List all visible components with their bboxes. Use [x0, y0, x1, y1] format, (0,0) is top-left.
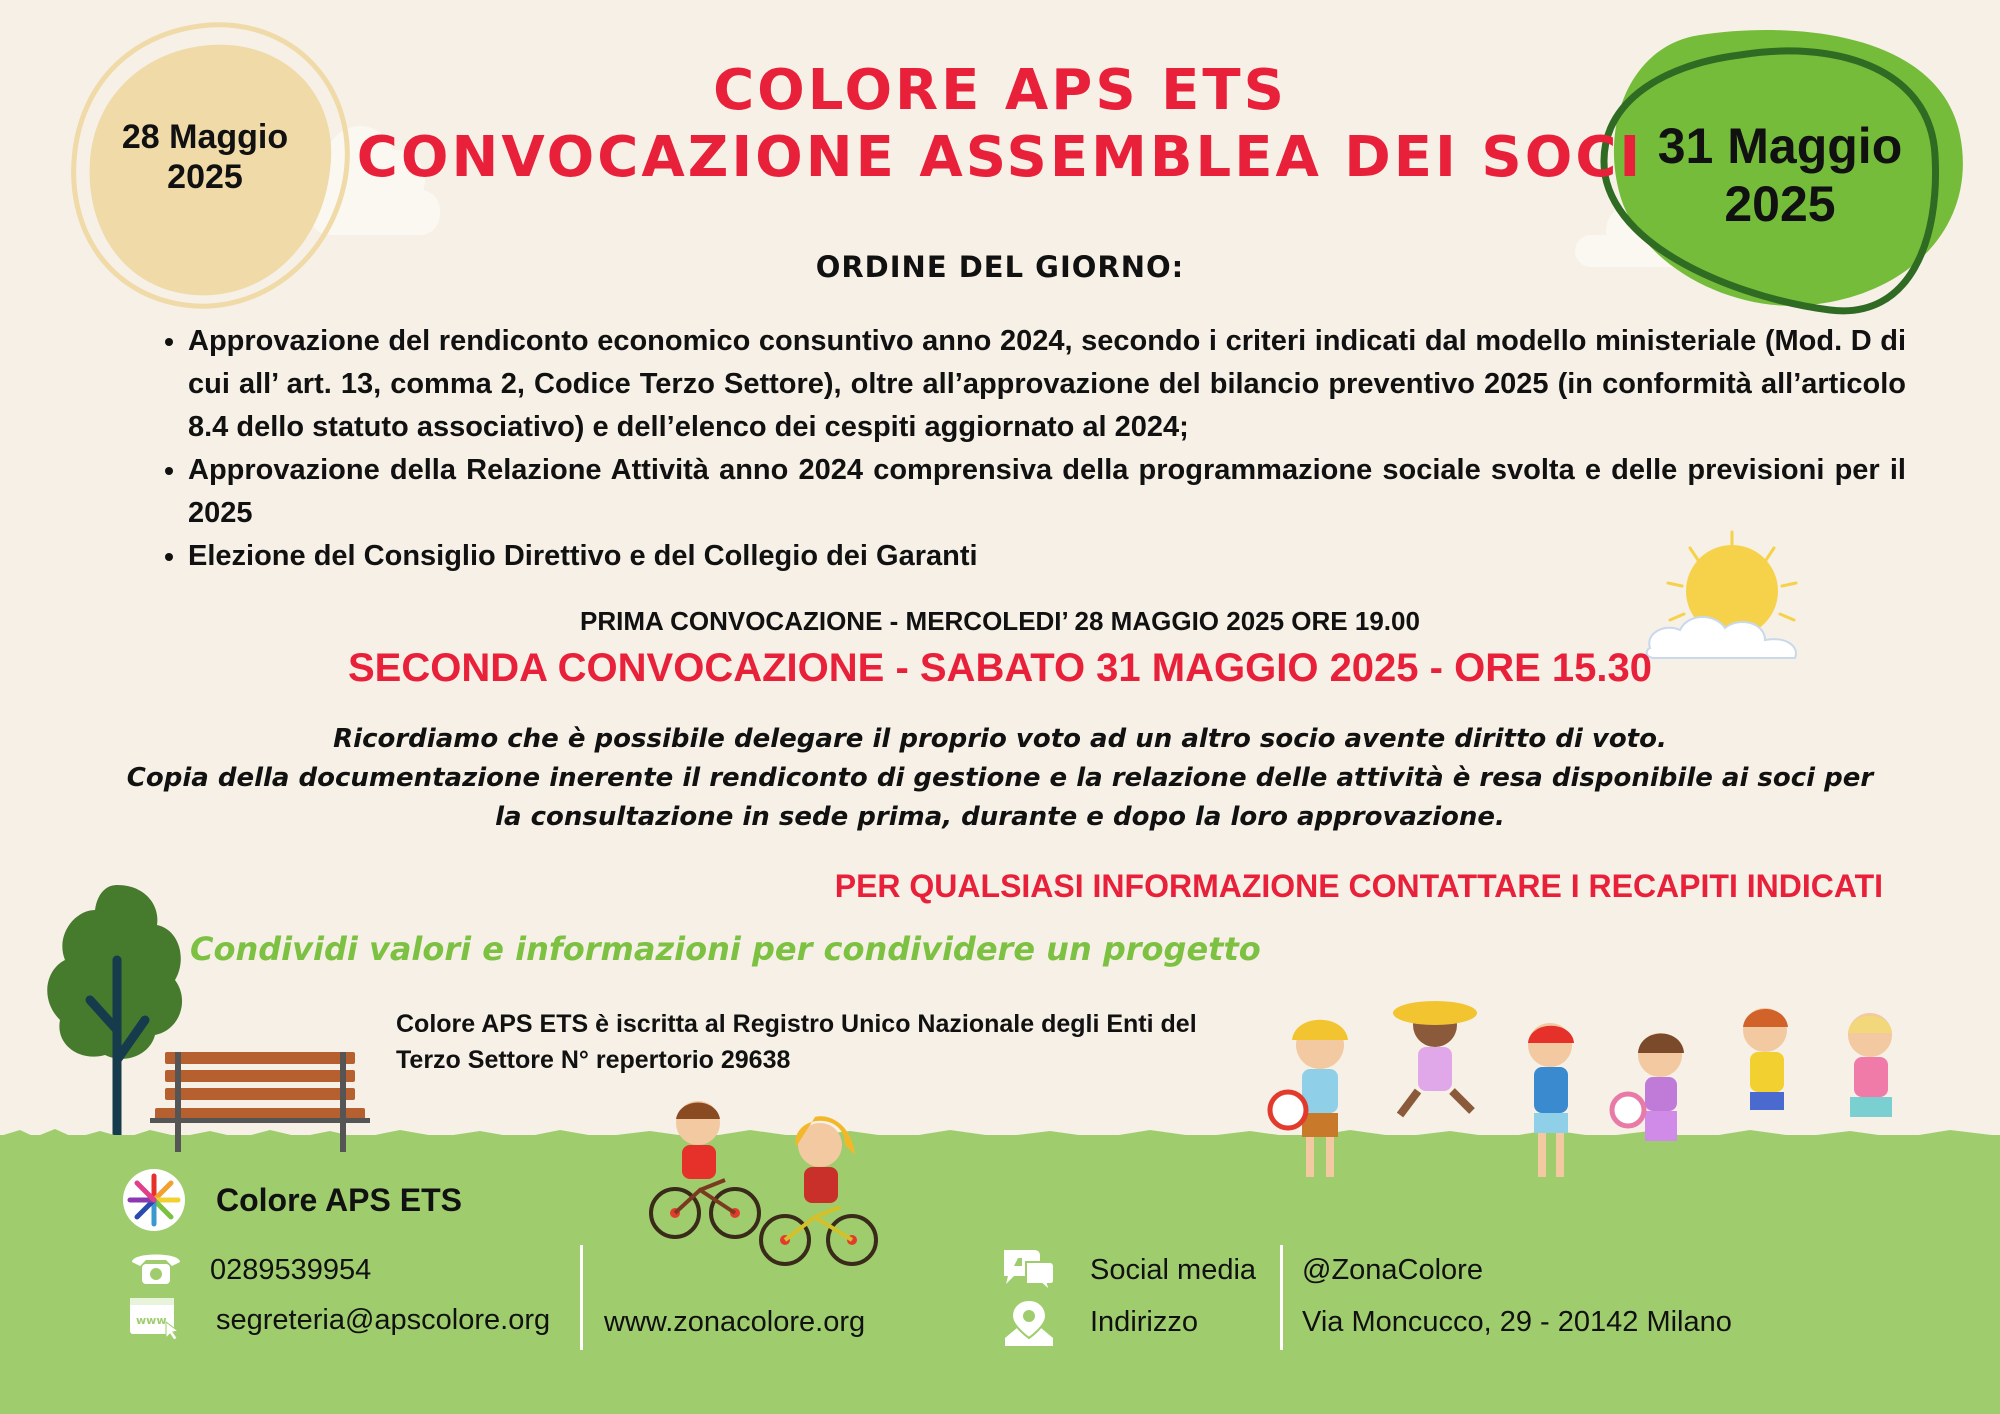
registro-text: Colore APS ETS è iscritta al Registro Unico Nazionale degli Enti del Terzo Settore N° repertorio 29638 [396, 1010, 1197, 1074]
social-icon [1000, 1246, 1056, 1292]
bench-icon [150, 1050, 370, 1160]
email-link[interactable]: segreteria@apscolore.org [216, 1304, 551, 1336]
social-label: Social media [1090, 1254, 1257, 1286]
kids-cycling-illustration [640, 1095, 890, 1270]
address-label: Indirizzo [1090, 1306, 1198, 1338]
page-title: COLORE APS ETS [713, 58, 1287, 123]
prima-convocazione: PRIMA CONVOCAZIONE - MERCOLEDI’ 28 MAGGIO 2025 ORE 19.00 [580, 606, 1420, 636]
list-item: • Approvazione del rendiconto economico consuntivo anno 2024, secondo i criteri indicati dal modello ministeriale (Mod. D di cui all’ art. 13, comma 2, Codice Terzo Settore), oltre all’approvazione del bilancio preventivo 2025 (in conformità all’articolo 8.4 dello statuto associativo) e dell’elenco dei cespiti aggiornato al 2024; [188, 320, 1906, 449]
date-left-day: 28 Maggio [121, 118, 289, 156]
phone-number[interactable]: 0289539954 [210, 1254, 372, 1286]
kids-jumping-illustration [1250, 985, 1940, 1200]
list-item: • Elezione del Consiglio Direttivo e del Collegio dei Garanti [188, 535, 1906, 578]
note-documentazione: Copia della documentazione inerente il rendiconto di gestione e la relazione delle attività è resa disponibile ai soci per la consultazione in sede prima, durante e dopo la loro approvazione. [126, 763, 1874, 832]
date-right-year: 2025 [1724, 176, 1836, 232]
info-text: PER QUALSIASI INFORMAZIONE CONTATTARE I RECAPITI INDICATI [834, 868, 1883, 904]
notes [120, 720, 1880, 837]
social-handle[interactable]: @ZonaColore [1302, 1254, 1483, 1286]
date-left-year: 2025 [167, 158, 243, 196]
slogan: Condividi valori e informazioni per condividere un progetto [190, 930, 1261, 968]
date-right-day: 31 Maggio [1657, 118, 1903, 174]
svg-text:www: www [136, 1314, 167, 1327]
list-item: • Approvazione della Relazione Attività anno 2024 comprensiva della programmazione sociale svolta e delle previsioni per il 2025 [188, 449, 1906, 535]
web-icon [128, 1296, 180, 1340]
seconda-convocazione: SECONDA CONVOCAZIONE - SABATO 31 MAGGIO 2025 - ORE 15.30 [348, 646, 1652, 690]
org-name: Colore APS ETS [216, 1182, 462, 1218]
website-link[interactable]: www.zonacolore.org [604, 1306, 866, 1338]
note-delega: Ricordiamo che è possibile delegare il proprio voto ad un altro socio avente diritto di voto. [333, 724, 1667, 754]
agenda-heading: ORDINE DEL GIORNO: [815, 250, 1185, 284]
footer-divider-2 [1280, 1245, 1283, 1350]
address-value: Via Moncucco, 29 - 20142 Milano [1302, 1306, 1732, 1338]
footer-divider-1 [580, 1245, 583, 1350]
logo-icon [122, 1168, 186, 1232]
location-icon [1003, 1298, 1055, 1348]
page-subtitle: CONVOCAZIONE ASSEMBLEA DEI SOCI [356, 125, 1644, 190]
phone-icon [128, 1248, 184, 1286]
